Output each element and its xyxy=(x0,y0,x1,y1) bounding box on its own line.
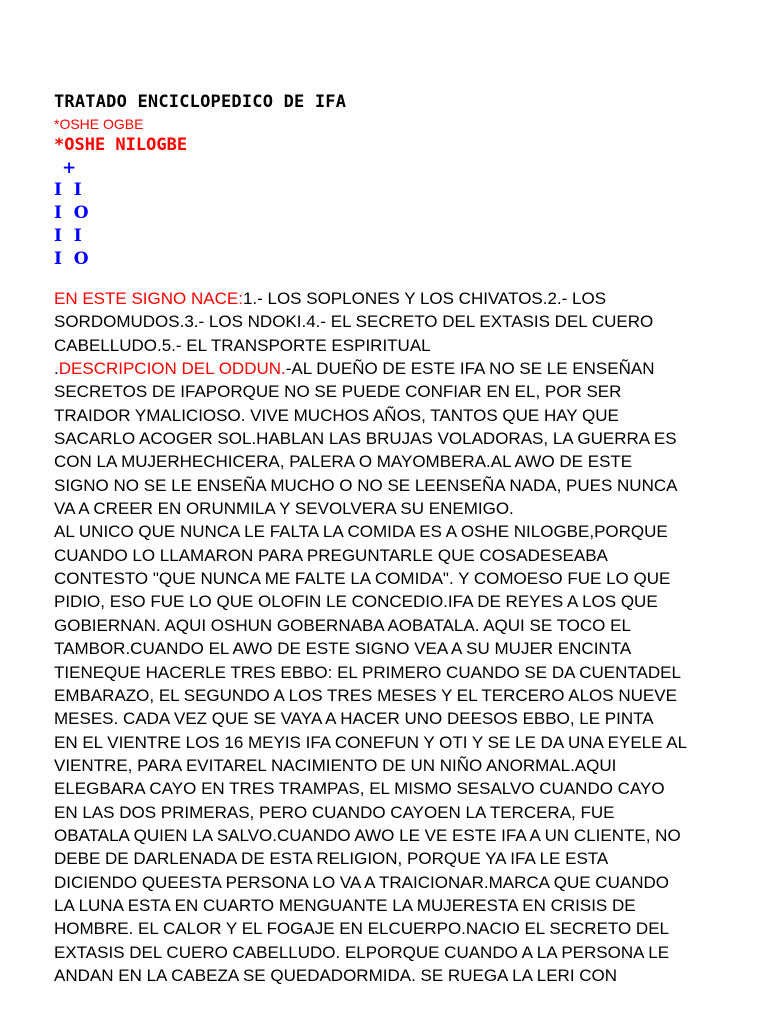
line-text: GOBIERNAN. AQUI OSHUN GOBERNABA AOBATALA. AQUI SE TOCO EL xyxy=(54,615,631,635)
line-text: VA A CREER EN ORUNMILA Y SEVOLVERA SU ENEMIGO. xyxy=(54,499,514,519)
line-text: PIDIO, ESO FUE LO QUE OLOFIN LE CONCEDIO.IFA DE REYES A LOS QUE xyxy=(54,592,658,612)
body-line xyxy=(54,707,724,730)
line-text: LA LUNA ESTA EN CUARTO MENGUANTE LA MUJERESTA EN CRISIS DE xyxy=(54,895,636,915)
section-heading: EN ESTE SIGNO NACE: xyxy=(54,289,243,308)
body-line xyxy=(54,404,724,427)
body-line xyxy=(54,450,724,473)
line-text: DICIENDO QUEESTA PERSONA LO VA A TRAICIONAR.MARCA QUE CUANDO xyxy=(54,872,669,892)
line-text: DEBE DE DARLENADA DE ESTA RELIGION, PORQUE YA IFA LE ESTA xyxy=(54,849,609,869)
line-text: 1.- LOS SOPLONES Y LOS CHIVATOS.2.- LOS xyxy=(242,289,607,308)
line-text: SECRETOS DE IFAPORQUE NO SE PUEDE CONFIAR EN EL, POR SER xyxy=(54,382,622,402)
body-line xyxy=(54,310,724,333)
line-text: SACARLO ACOGER SOL.HABLAN LAS BRUJAS VOLADORAS, LA GUERRA ES xyxy=(54,429,677,449)
sign-row-1: I I xyxy=(54,180,82,200)
line-text: EN EL VIENTRE LOS 16 MEYIS IFA CONEFUN Y OTI Y SE LE DA UNA EYELE AL xyxy=(54,732,688,752)
sign-row-3: I I xyxy=(54,226,82,246)
body-line xyxy=(54,847,724,870)
line-text: VIENTRE, PARA EVITAREL NACIMIENTO DE UN NIÑO ANORMAL.AQUI xyxy=(54,755,617,775)
line-text: HOMBRE. EL CALOR Y EL FOGAJE EN ELCUERPO.NACIO EL SECRETO DEL xyxy=(54,919,670,939)
body-line xyxy=(54,474,724,497)
body-line xyxy=(54,287,724,310)
body-line xyxy=(54,941,724,964)
line-text: ANDAN EN LA CABEZA SE QUEDADORMIDA. SE RUEGA LA LERI CON xyxy=(54,965,618,985)
section-heading: DESCRIPCION DEL ODDUN. xyxy=(58,359,286,379)
body-line xyxy=(54,334,724,357)
line-text: EXTASIS DEL CUERO CABELLUDO. ELPORQUE CUANDO A LA PERSONA LE xyxy=(54,942,670,962)
line-text: EMBARAZO, EL SEGUNDO A LOS TRES MESES Y EL TERCERO ALOS NUEVE xyxy=(54,685,677,705)
body-line xyxy=(54,497,724,520)
body-line xyxy=(54,964,724,987)
line-text: CUANDO LO LLAMARON PARA PREGUNTARLE QUE COSADESEABA xyxy=(54,545,608,565)
line-text: SIGNO NO SE LE ENSEÑA MUCHO O NO SE LEENSEÑA NADA, PUES NUNCA xyxy=(54,475,678,495)
body-line xyxy=(54,731,724,754)
line-text: CON LA MUJERHECHICERA, PALERA O MAYOMBERA.AL AWO DE ESTE xyxy=(54,452,633,472)
line-text: TRAIDOR YMALICIOSO. VIVE MUCHOS AÑOS, TANTOS QUE HAY QUE xyxy=(54,405,619,425)
body-line xyxy=(54,777,724,800)
body-line xyxy=(54,520,724,543)
line-text: ELEGBARA CAYO EN TRES TRAMPAS, EL MISMO SESALVO CUANDO CAYO xyxy=(54,779,665,799)
body-line xyxy=(54,871,724,894)
body-line xyxy=(54,590,724,613)
body-line xyxy=(54,614,724,637)
body-line xyxy=(54,427,724,450)
line-text: TAMBOR.CUANDO EL AWO DE ESTE SIGNO VEA A SU MUJER ENCINTA xyxy=(54,639,632,659)
body-line xyxy=(54,357,724,380)
line-text: MESES. CADA VEZ QUE SE VAYA A HACER UNO DEESOS EBBO, LE PINTA xyxy=(54,709,654,729)
sign-name-small: *OSHE OGBE xyxy=(54,116,144,132)
line-text: AL UNICO QUE NUNCA LE FALTA LA COMIDA ES A OSHE NILOGBE,PORQUE xyxy=(54,522,668,542)
body-line xyxy=(54,380,724,403)
line-text: -AL DUEÑO DE ESTE IFA NO SE LE ENSEÑAN xyxy=(285,359,655,379)
body-line xyxy=(54,661,724,684)
line-prefix: . xyxy=(54,359,59,379)
body-line xyxy=(54,754,724,777)
line-text: EN LAS DOS PRIMERAS, PERO CUANDO CAYOEN LA TERCERA, FUE xyxy=(54,802,615,822)
line-text: TIENEQUE HACERLE TRES EBBO: EL PRIMERO CUANDO SE DA CUENTADEL xyxy=(54,662,681,682)
body-line xyxy=(54,544,724,567)
body-line xyxy=(54,637,724,660)
sign-row-4: I O xyxy=(54,249,89,269)
body-line xyxy=(54,917,724,940)
body-line xyxy=(54,567,724,590)
line-text: CABELLUDO.5.- EL TRANSPORTE ESPIRITUAL xyxy=(54,335,431,355)
document-body xyxy=(54,287,724,987)
line-text: SORDOMUDOS.3.- LOS NDOKI.4.- EL SECRETO DEL EXTASIS DEL CUERO xyxy=(54,312,654,332)
body-line xyxy=(54,894,724,917)
body-line xyxy=(54,824,724,847)
sign-row-2: I O xyxy=(54,203,89,223)
body-line xyxy=(54,684,724,707)
body-line xyxy=(54,801,724,824)
sign-plus-mark: + xyxy=(62,158,77,178)
document-title: TRATADO ENCICLOPEDICO DE IFA xyxy=(54,92,347,112)
line-text: OBATALA QUIEN LA SALVO.CUANDO AWO LE VE ESTE IFA A UN CLIENTE, NO xyxy=(54,825,681,845)
line-text: CONTESTO "QUE NUNCA ME FALTE LA COMIDA". Y COMOESO FUE LO QUE xyxy=(54,569,671,589)
sign-name-large: *OSHE NILOGBE xyxy=(54,135,188,155)
